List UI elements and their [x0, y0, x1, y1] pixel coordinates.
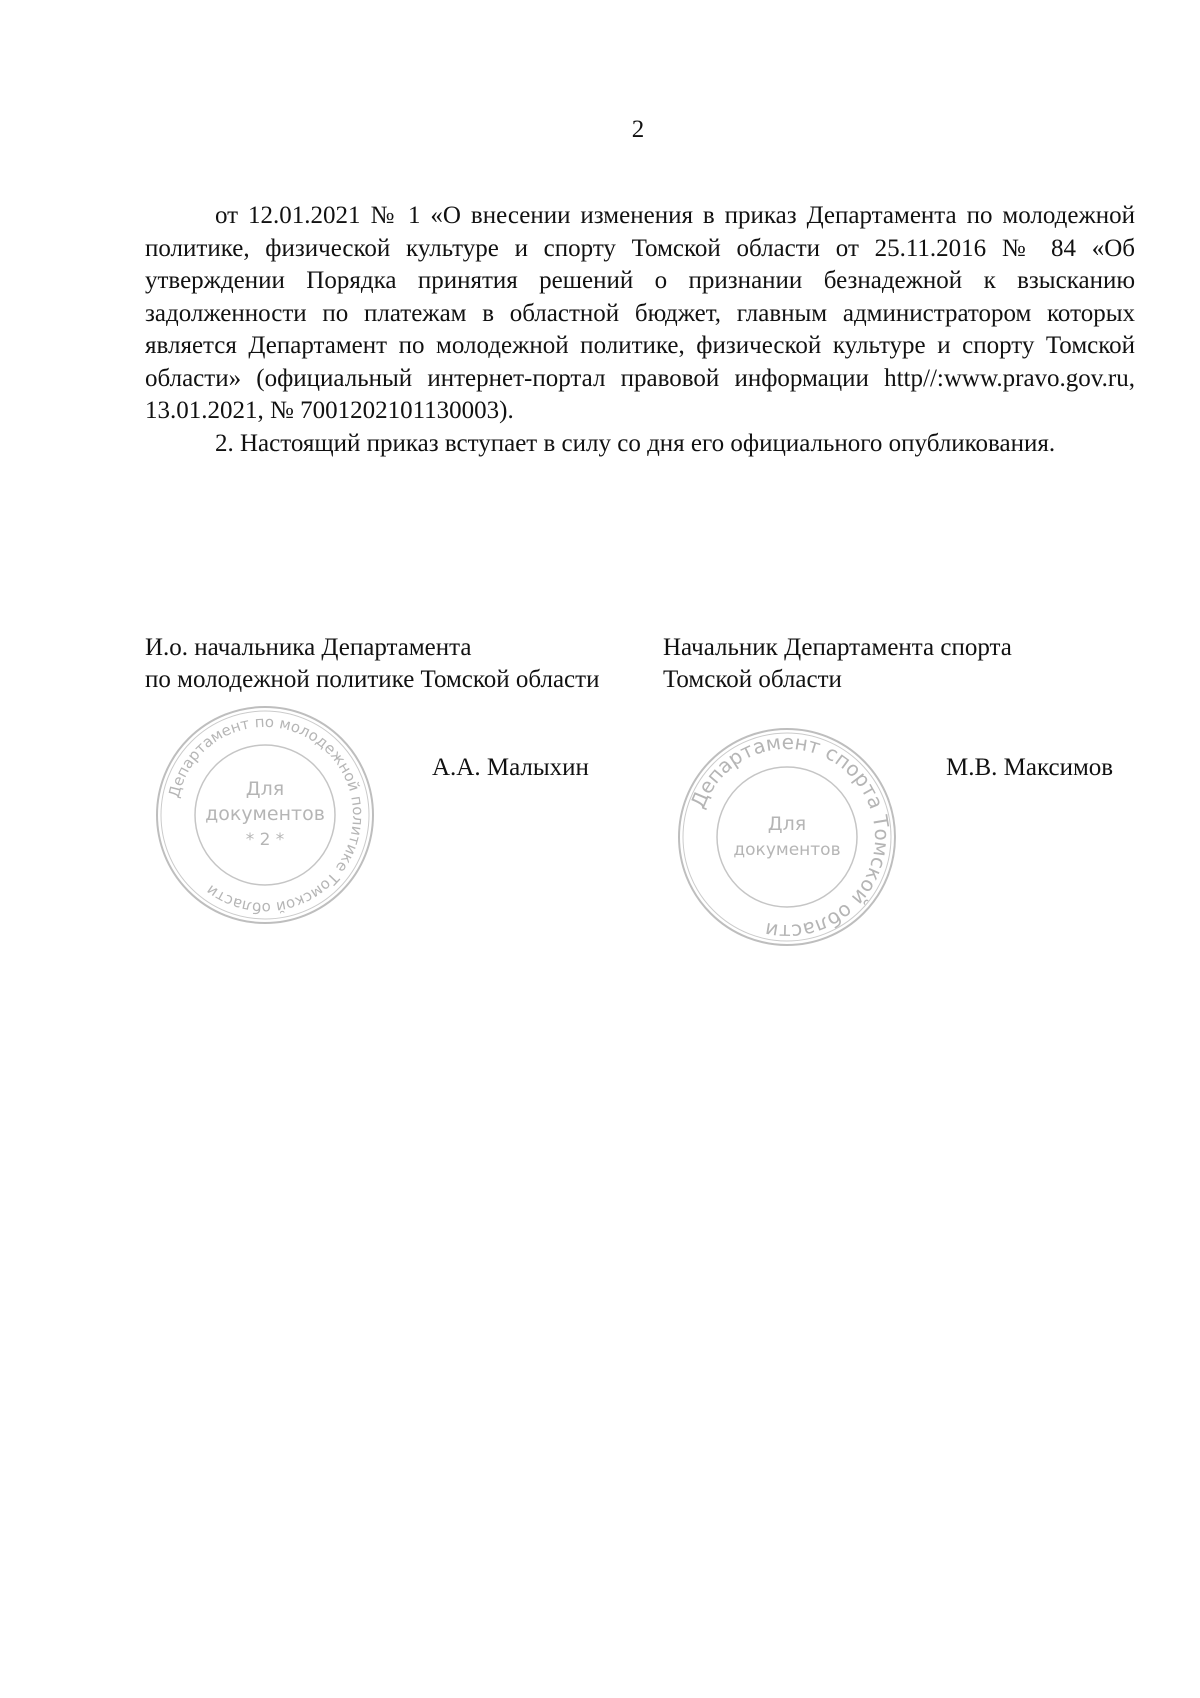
signature-right-title-line2: Томской области: [663, 666, 842, 693]
stamp-right-center-line1: Для: [767, 813, 807, 835]
stamp-right-seal: [672, 722, 902, 952]
paragraph-continuation: от 12.01.2021 № 1 «О внесении изменения в приказ Департамента по молодежной политике, физической культуре и спорту Томской области от 25.11.2016 № 84 «Об утверждении Порядка принятия решений о признании безнадежной к взысканию задолженности по платежам в областной бюджет, главным администратором которых является Департамент по молодежной политике, физической культуре и спорту Томской области» (официальный интернет-портал правовой информации http//:www.pravo.gov.ru, 13.01.2021, № 7001202101130003).: [145, 202, 1135, 424]
signature-left-name: А.А. Малыхин: [432, 754, 589, 781]
stamp-left: [150, 700, 380, 930]
stamp-right-center-line2: документов: [733, 840, 841, 860]
paragraph-effective-date: 2. Настоящий приказ вступает в силу со дня его официального опубликования.: [215, 429, 1056, 457]
document-body: [145, 200, 1135, 460]
signature-left-title-line1: И.о. начальника Департамента: [145, 634, 472, 661]
stamp-left-center-line2: документов: [205, 803, 325, 825]
signature-left-title: [145, 632, 599, 696]
stamp-left-center-line1: Для: [245, 778, 285, 800]
signature-left-title-line2: по молодежной политике Томской области: [145, 666, 600, 693]
stamp-left-ring-text: Департамент по молодежной политике Томской области: [164, 712, 368, 918]
stamp-left-center-line3: * 2 *: [245, 830, 285, 850]
signature-right-title: [663, 632, 1012, 696]
signature-right-title-line1: Начальник Департамента спорта: [663, 634, 1012, 661]
page-number: 2: [631, 116, 645, 143]
signature-right-name: М.В. Максимов: [946, 754, 1114, 781]
stamp-right-ring-text: Департамент спорта Томской области: [685, 729, 895, 945]
stamp-left-seal: [150, 700, 380, 930]
stamp-right: [672, 722, 902, 952]
